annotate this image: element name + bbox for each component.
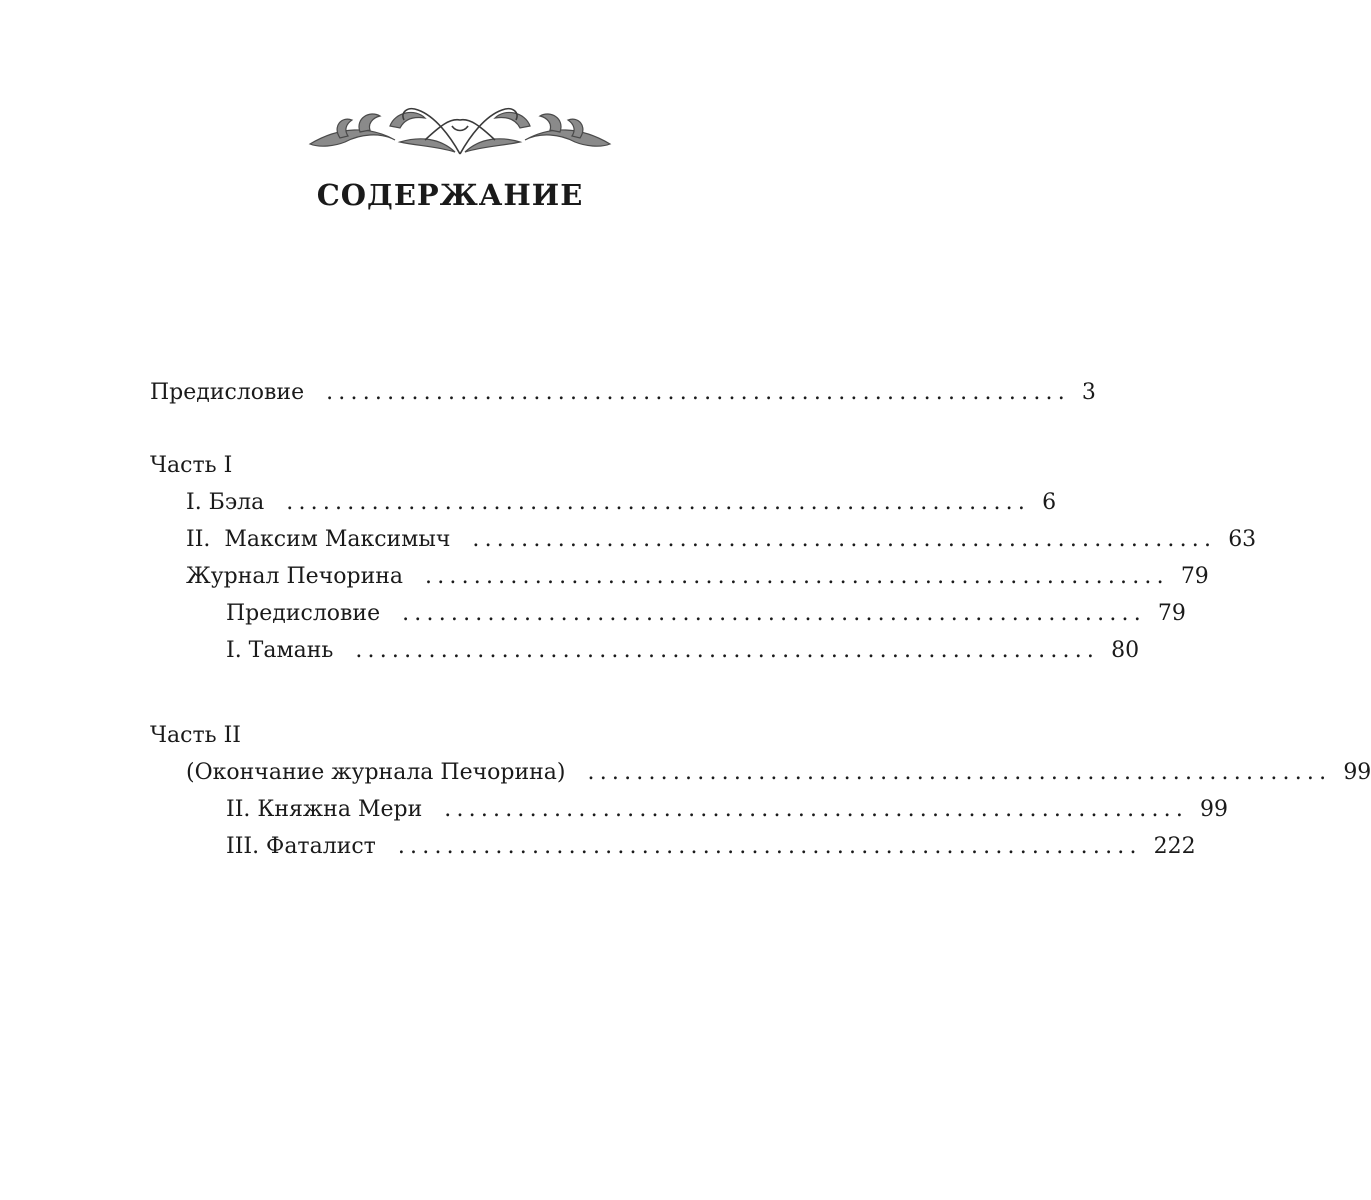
toc-entry-bela[interactable] bbox=[150, 484, 1057, 521]
page-title: СОДЕРЖАНИЕ bbox=[316, 178, 584, 212]
toc-part2-heading: Часть II bbox=[150, 723, 241, 748]
toc-entry-page: 99 bbox=[1343, 760, 1371, 785]
dot-leader: ............................................................. bbox=[425, 564, 1169, 589]
toc-entry-journal-preface[interactable] bbox=[150, 595, 1186, 632]
toc-entry-fatalist[interactable] bbox=[150, 828, 1196, 865]
toc-entry-page: 79 bbox=[1180, 564, 1209, 589]
dot-leader: ............................................................. bbox=[472, 527, 1217, 552]
toc-entry-label: I. Тамань bbox=[226, 638, 334, 663]
toc-entry-mary[interactable] bbox=[150, 791, 1229, 828]
toc-entry-page: 63 bbox=[1228, 527, 1257, 552]
toc-entry-page: 6 bbox=[1042, 490, 1057, 515]
dot-leader: ............................................................. bbox=[402, 601, 1146, 626]
dot-leader: ............................................................. bbox=[355, 638, 1100, 663]
toc-entry-label: III. Фаталист bbox=[226, 834, 376, 859]
toc-entry-page: 80 bbox=[1111, 638, 1140, 663]
table-of-contents bbox=[150, 374, 1371, 865]
toc-entry-label: I. Бэла bbox=[186, 490, 265, 515]
dot-leader: ............................................................. bbox=[444, 797, 1189, 822]
toc-entry-maksim[interactable] bbox=[150, 521, 1257, 558]
toc-entry-preface[interactable] bbox=[150, 374, 1096, 411]
dot-leader: ............................................................. bbox=[397, 834, 1142, 859]
dot-leader: ............................................................. bbox=[286, 490, 1031, 515]
toc-entry-page: 79 bbox=[1157, 601, 1186, 626]
dot-leader: ............................................................. bbox=[587, 760, 1332, 785]
toc-entry-taman[interactable] bbox=[150, 632, 1140, 669]
toc-entry-page: 99 bbox=[1200, 797, 1229, 822]
toc-entry-label: Предисловие bbox=[150, 380, 305, 405]
toc-entry-journal-end[interactable] bbox=[150, 754, 1371, 791]
dot-leader: ............................................................. bbox=[326, 380, 1070, 405]
toc-entry-label: II. Княжна Мери bbox=[226, 797, 423, 822]
toc-entry-label: (Окончание журнала Печорина) bbox=[186, 760, 566, 785]
toc-part1-heading: Часть I bbox=[150, 453, 233, 478]
toc-entry-label: II. Максим Максимыч bbox=[186, 527, 451, 552]
toc-entry-label: Журнал Печорина bbox=[186, 564, 404, 589]
toc-entry-label: Предисловие bbox=[226, 601, 381, 626]
toc-entry-journal[interactable] bbox=[150, 558, 1209, 595]
toc-entry-page: 222 bbox=[1153, 834, 1196, 859]
floral-flourish-icon bbox=[300, 96, 620, 166]
toc-entry-page: 3 bbox=[1081, 380, 1096, 405]
